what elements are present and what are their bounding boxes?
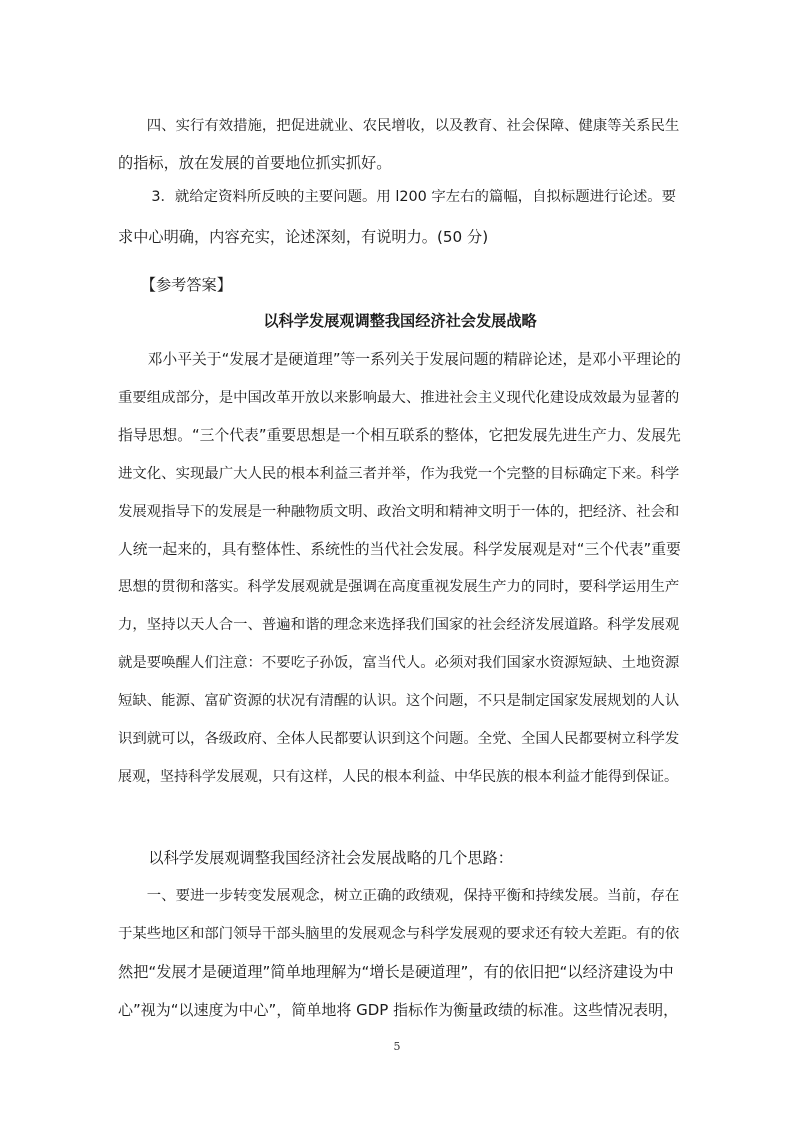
text-line: 思想的贯彻和落实。科学发展观就是强调在高度重视发展生产力的同时，要科学运用生产 — [118, 579, 680, 595]
text-line: 人统一起来的，具有整体性、系统性的当代社会发展。科学发展观是对“三个代表”重要 — [118, 541, 681, 558]
text-line: 就是要唤醒人们注意：不要吃子孙饭，富当代人。必须对我们国家水资源短缺、土地资源 — [118, 655, 680, 671]
text-line: 力，坚持以天人合一、普遍和谐的理念来选择我们国家的社会经济发展道路。科学发展观 — [118, 617, 680, 633]
essay-title: 以科学发展观调整我国经济社会发展战略 — [263, 312, 537, 330]
page-number: 5 — [393, 1040, 401, 1053]
text-line: 指导思想。“三个代表”重要思想是一个相互联系的整体，它把发展先进生产力、发展先 — [118, 427, 681, 444]
text-line: 以科学发展观调整我国经济社会发展战略的几个思路： — [118, 849, 513, 867]
text-line: 邓小平关于“发展才是硬道理”等一系列关于发展问题的精辟论述，是邓小平理论的 — [118, 351, 681, 368]
text-line: 3．就给定资料所反映的主要问题。用 l200 字左右的篇幅，自拟标题进行论述。要 — [118, 189, 677, 205]
text-line: 重要组成部分，是中国改革开放以来影响最大、推进社会主义现代化建设成效最为显著的 — [118, 390, 680, 406]
text-line: 短缺、能源、富矿资源的状况有清醒的认识。这个问题，不只是制定国家发展规划的人认 — [118, 693, 680, 709]
text-line: 进文化、实现最广大人民的根本利益三者并举，作为我党一个完整的目标确定下来。科学 — [118, 466, 680, 482]
text-line: 然把“发展才是硬道理”简单地理解为“增长是硬道理”，有的依旧把“以经济建设为中 — [118, 963, 674, 981]
text-line: 求中心明确，内容充实，论述深刻，有说明力。(50 分) — [118, 228, 489, 246]
text-line: 识到就可以，各级政府、全体人民都要认识到这个问题。全党、全国人民都要树立科学发 — [118, 731, 680, 747]
text-line: 展观，坚持科学发展观，只有这样，人民的根本利益、中华民族的根本利益才能得到保证。 — [118, 769, 678, 785]
text-line: 发展观指导下的发展是一种融物质文明、政治文明和精神文明于一体的，把经济、社会和 — [118, 504, 680, 520]
text-line: 四、实行有效措施，把促进就业、农民增收，以及教育、社会保障、健康等关系民生 — [118, 118, 680, 134]
text-line: 一、要进一步转变发展观念，树立正确的政绩观，保持平衡和持续发展。当前，存在 — [118, 888, 680, 904]
section-label: 【参考答案】 — [118, 276, 232, 294]
text-line: 于某些地区和部门领导干部头脑里的发展观念与科学发展观的要求还有较大差距。有的依 — [118, 926, 680, 942]
text-line: 心”视为“以速度为中心”，简单地将 GDP 指标作为衡量政绩的标准。这些情况表明， — [118, 1001, 679, 1019]
text-line: 的指标，放在发展的首要地位抓实抓好。 — [118, 154, 392, 172]
